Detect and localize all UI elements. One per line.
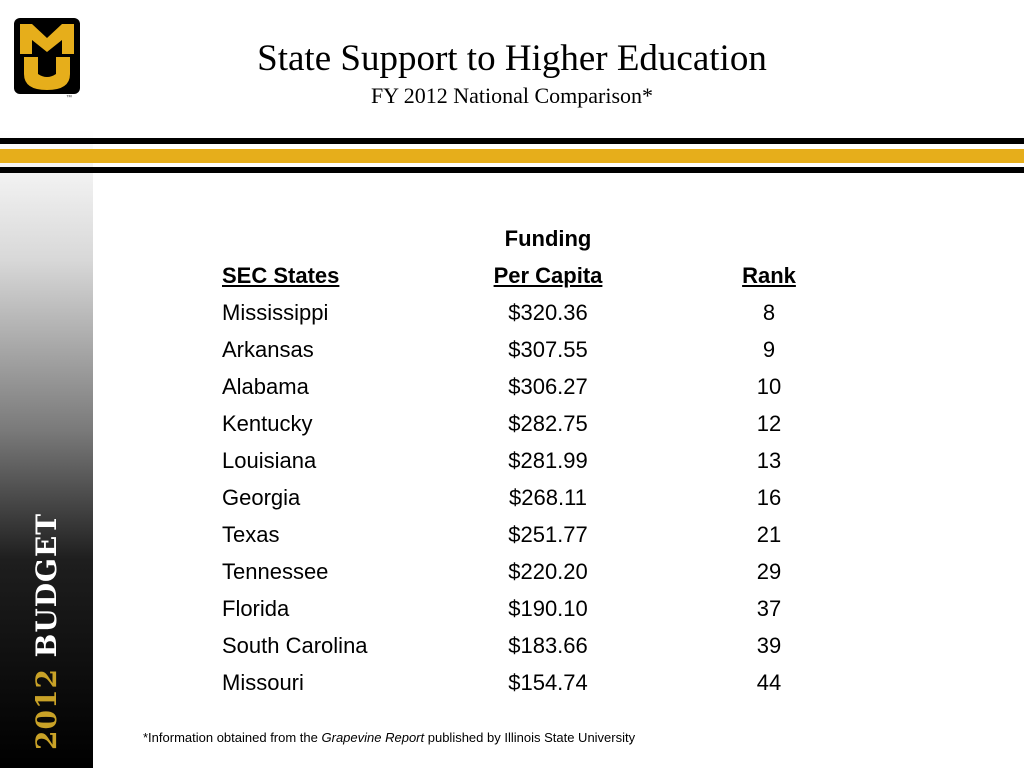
cell-rank: 8 xyxy=(762,300,776,325)
cell-rank: 13 xyxy=(756,448,782,473)
cell-state: Florida xyxy=(222,596,290,621)
sidebar xyxy=(0,0,93,768)
cell-funding: $190.10 xyxy=(508,596,588,621)
cell-funding: $306.27 xyxy=(508,374,588,399)
footnote-source: Grapevine Report xyxy=(321,730,425,745)
table-row xyxy=(222,516,842,553)
cell-rank: 9 xyxy=(762,337,776,362)
cell-state: Louisiana xyxy=(222,448,317,473)
cell-rank: 16 xyxy=(756,485,782,510)
table-body xyxy=(222,294,842,701)
table-row xyxy=(222,590,842,627)
cell-funding: $282.75 xyxy=(508,411,588,436)
cell-state: Texas xyxy=(222,522,280,547)
cell-rank: 10 xyxy=(756,374,782,399)
cell-rank: 29 xyxy=(756,559,782,584)
table-row xyxy=(222,405,842,442)
page-title: State Support to Higher Education xyxy=(257,38,767,79)
table-row xyxy=(222,664,842,701)
cell-state: Tennessee xyxy=(222,559,329,584)
page-subtitle: FY 2012 National Comparison* xyxy=(370,83,654,108)
cell-funding: $154.74 xyxy=(508,670,588,695)
stripe-gold xyxy=(0,149,1024,163)
cell-rank: 39 xyxy=(756,633,782,658)
cell-rank: 21 xyxy=(756,522,782,547)
budget-word: BUDGET xyxy=(30,512,63,658)
mu-logo-icon xyxy=(14,18,80,94)
table-row xyxy=(222,331,842,368)
budget-vertical-label xyxy=(30,513,63,750)
budget-year: 2012 xyxy=(30,668,63,750)
stripe-black-bottom xyxy=(0,167,1024,173)
cell-funding: $268.11 xyxy=(509,485,587,510)
title-block xyxy=(93,36,931,110)
cell-state: Georgia xyxy=(222,485,301,510)
sec-funding-table xyxy=(222,220,842,701)
table-row xyxy=(222,627,842,664)
footnote xyxy=(143,730,635,745)
cell-state: South Carolina xyxy=(222,633,368,658)
cell-funding: $251.77 xyxy=(508,522,588,547)
header-funding-line2: Per Capita xyxy=(493,263,603,288)
cell-rank: 12 xyxy=(756,411,782,436)
cell-funding: $183.66 xyxy=(508,633,588,658)
cell-rank: 44 xyxy=(756,670,782,695)
footnote-prefix: *Information obtained from the xyxy=(143,730,322,745)
cell-state: Kentucky xyxy=(222,411,313,436)
cell-funding: $220.20 xyxy=(508,559,588,584)
table-row xyxy=(222,294,842,331)
table-row xyxy=(222,442,842,479)
cell-rank: 37 xyxy=(756,596,782,621)
header-funding-line1: Funding xyxy=(504,226,592,251)
footnote-suffix: published by Illinois State University xyxy=(424,730,636,745)
table-header-row-1 xyxy=(222,220,842,257)
trademark-mark: ™ xyxy=(66,95,72,101)
table-header-row-2 xyxy=(222,257,842,294)
cell-state: Arkansas xyxy=(222,337,314,362)
stripe-black-top xyxy=(0,138,1024,144)
cell-funding: $320.36 xyxy=(508,300,588,325)
table-row xyxy=(222,553,842,590)
table-row xyxy=(222,479,842,516)
table-row xyxy=(222,368,842,405)
cell-funding: $281.99 xyxy=(508,448,588,473)
cell-state: Mississippi xyxy=(222,300,329,325)
cell-state: Alabama xyxy=(222,374,309,399)
header-rank: Rank xyxy=(742,263,796,288)
cell-funding: $307.55 xyxy=(508,337,588,362)
header-state: SEC States xyxy=(222,263,340,288)
cell-state: Missouri xyxy=(222,670,304,695)
